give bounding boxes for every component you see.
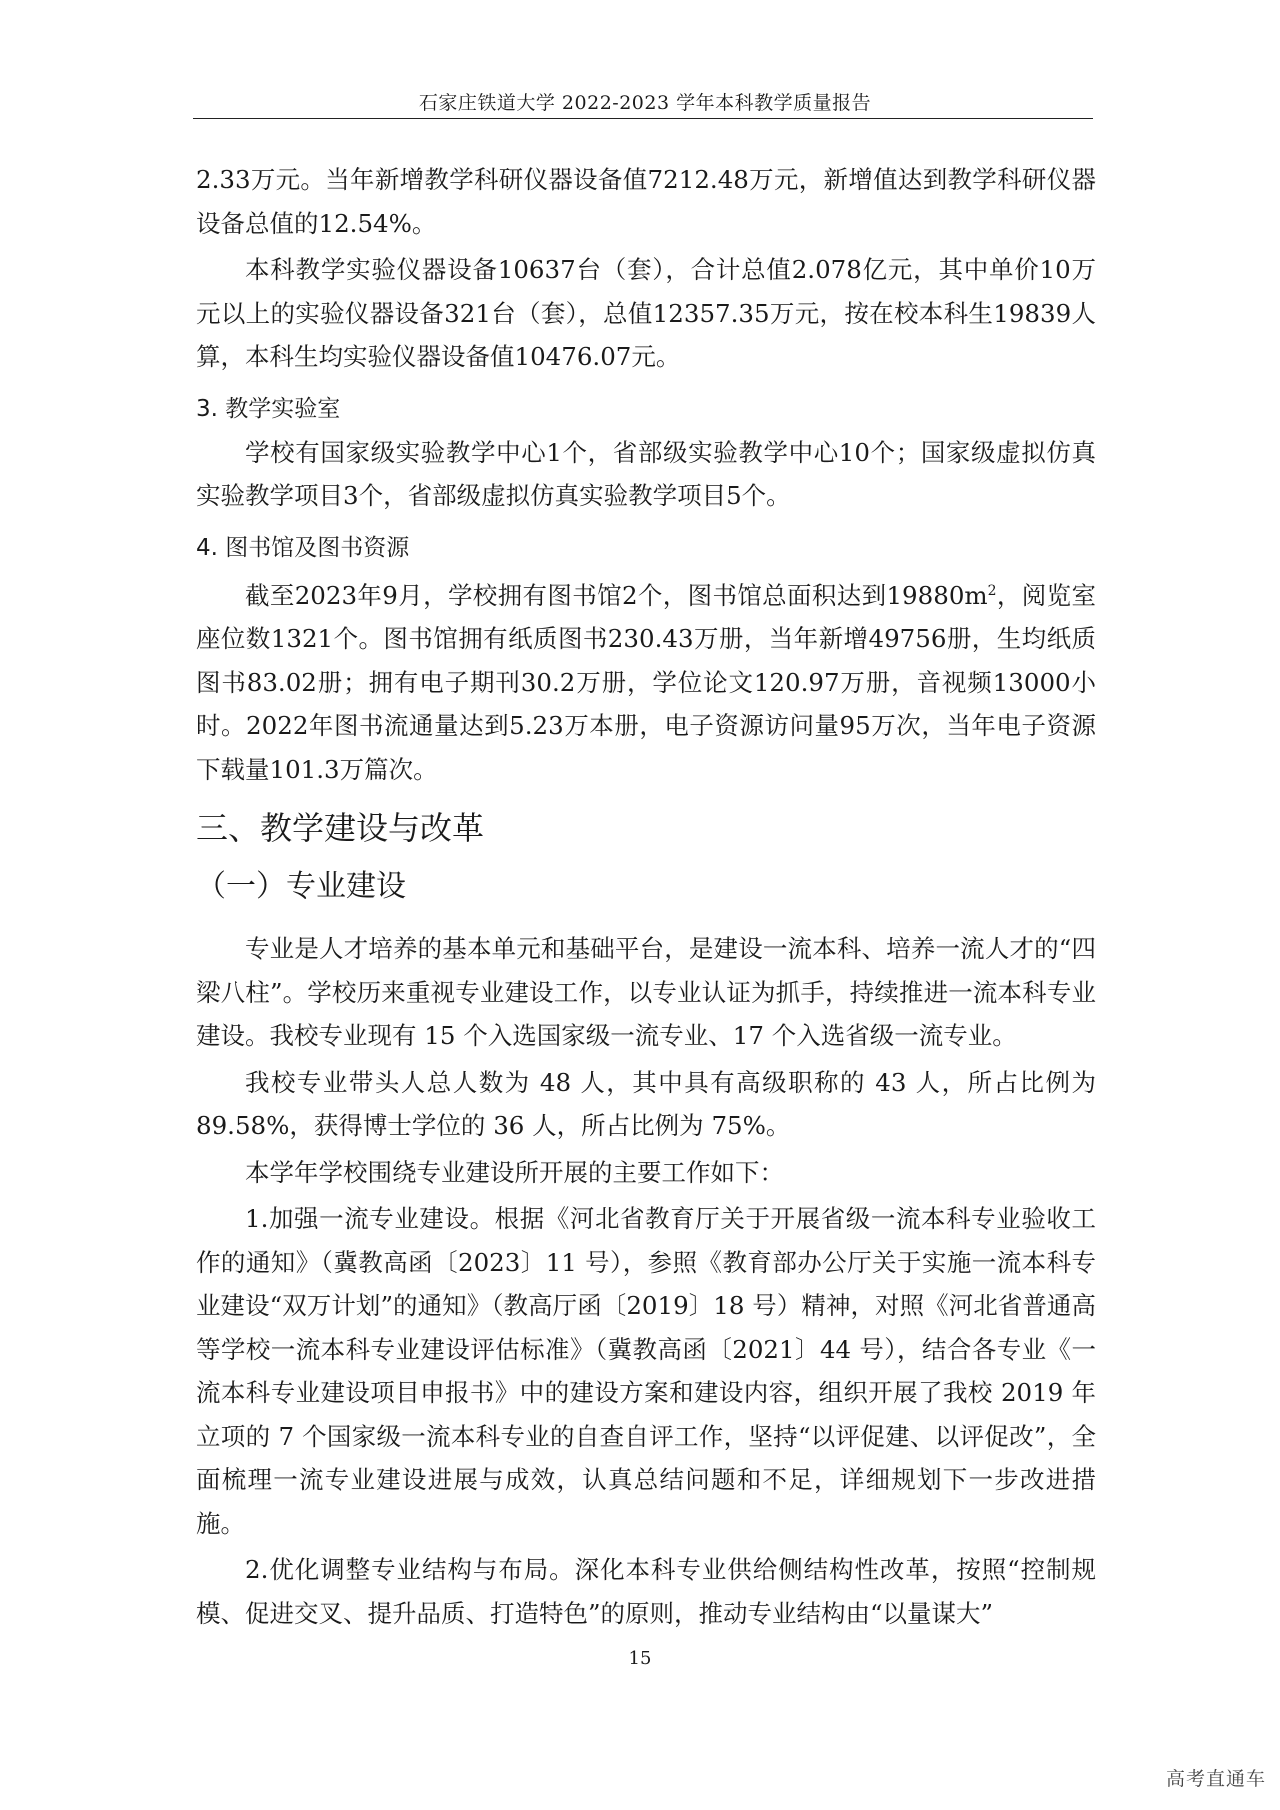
header-divider (193, 118, 1093, 119)
page-body (196, 158, 1096, 1638)
section-heading: 三、教学建设与改革 (196, 809, 485, 848)
subsection-heading: （一）专业建设 (196, 869, 406, 905)
paragraph-teaching-labs: 学校有国家级实验教学中心1个，省部级实验教学中心10个；国家级虚拟仿真实验教学项目3个，省部级虚拟仿真实验教学项目5个。 (196, 437, 1096, 510)
paragraph-lab-instruments: 本科教学实验仪器设备10637台（套），合计总值2.078亿元，其中单价10万元以上的实验仪器设备321台（套），总值12357.35万元，按在校本科生19839人算，本科生均实验仪器设备值10476.07元。 (196, 255, 1096, 371)
paragraph-major-intro: 专业是人才培养的基本单元和基础平台，是建设一流本科、培养一流人才的“四梁八柱”。学校历来重视专业建设工作，以专业认证为抓手，持续推进一流本科专业建设。我校专业现有 15 个入选国家级一流专业、17 个入选省级一流专业。 (196, 934, 1096, 1051)
subheading-teaching-labs: 3. 教学实验室 (196, 395, 341, 422)
library-text-b: ，阅览室座位数1321个。图书馆拥有纸质图书230.43万册，当年新增49756册，生均纸质图书83.02册；拥有电子期刊30.2万册，学位论文120.97万册，音视频13000小时。2022年图书流通量达到5.23万本册，电子资源访问量95万次，当年电子资源下载量101.3万篇次。 (196, 580, 1096, 784)
watermark-text: 高考直通车 (1165, 1768, 1266, 1790)
paragraph-first-class-majors: 1.加强一流专业建设。根据《河北省教育厅关于开展省级一流本科专业验收工作的通知》（冀教高函〔2023〕11 号），参照《教育部办公厅关于实施一流本科专业建设“双万计划”的通知》（教高厅函〔2019〕18 号）精神，对照《河北省普通高等学校一流本科专业建设评估标准》（冀教高函〔2021〕44 号），结合各专业《一流本科专业建设项目申报书》中的建设方案和建设内容，组织开展了我校 2019 年立项的 7 个国家级一流本科专业的自查自评工作，坚持“以评促建、以评促改”，全面梳理一流专业建设进展与成效，认真总结问题和不足，详细规划下一步改进措施。 (196, 1204, 1096, 1538)
paragraph-work-intro: 本学年学校围绕专业建设所开展的主要工作如下： (245, 1157, 784, 1187)
area-unit-superscript: 2 (987, 582, 997, 599)
library-text-a: 截至2023年9月，学校拥有图书馆2个，图书馆总面积达到19880m (245, 580, 988, 610)
paragraph-equipment-value: 2.33万元。当年新增教学科研仪器设备值7212.48万元，新增值达到教学科研仪器设备总值的12.54%。 (196, 165, 1096, 238)
paragraph-library (196, 570, 1096, 792)
page-header: 石家庄铁道大学 2022-2023 学年本科教学质量报告 (418, 92, 872, 114)
page-number: 15 (628, 1648, 652, 1669)
paragraph-major-structure: 2.优化调整专业结构与布局。深化本科专业供给侧结构性改革，按照“控制规模、促进交叉、提升品质、打造特色”的原则，推动专业结构由“以量谋大” (196, 1555, 1096, 1628)
paragraph-major-leaders: 我校专业带头人总人数为 48 人，其中具有高级职称的 43 人，所占比例为 89.58%，获得博士学位的 36 人，所占比例为 75%。 (196, 1067, 1096, 1141)
subheading-library: 4. 图书馆及图书资源 (196, 534, 410, 561)
